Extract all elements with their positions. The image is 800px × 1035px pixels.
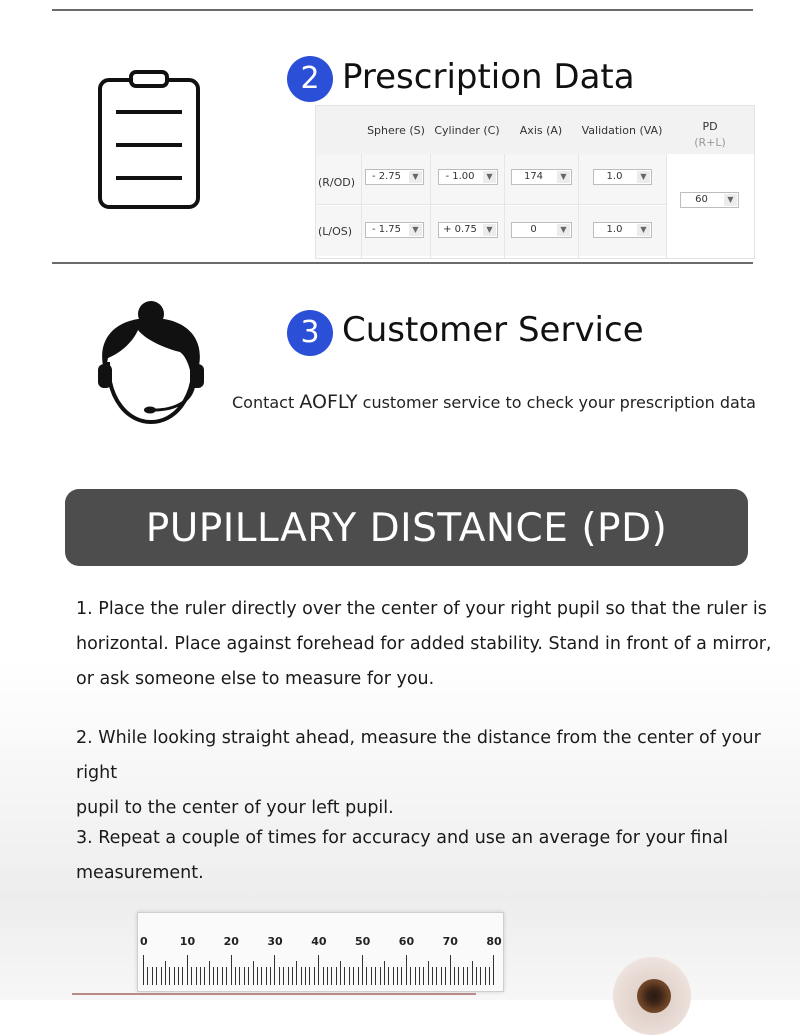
ruler-tick bbox=[331, 967, 332, 985]
pd-step-1-line-2: horizontal. Place against forehead for added stability. Stand in front of a mirror, bbox=[76, 634, 772, 654]
validation-value: 1.0 bbox=[606, 171, 623, 182]
chevron-down-icon: ▼ bbox=[409, 171, 422, 183]
cylinder-value: + 0.75 bbox=[443, 224, 477, 235]
ruler-tick bbox=[344, 967, 345, 985]
ruler-tick bbox=[270, 967, 271, 985]
ruler-tick bbox=[454, 967, 455, 985]
sphere-value: - 1.75 bbox=[371, 224, 402, 235]
pd-step-2 bbox=[76, 721, 776, 826]
header-axis: Axis (A) bbox=[519, 124, 563, 137]
ruler-tick bbox=[371, 967, 372, 985]
pd-step-1 bbox=[76, 592, 776, 697]
validation-select-right[interactable] bbox=[593, 169, 652, 185]
eye-photo bbox=[613, 957, 691, 1035]
ruler-tick bbox=[489, 967, 490, 985]
ruler-tick bbox=[309, 967, 310, 985]
step-3-badge: 3 bbox=[287, 310, 333, 356]
ruler-tick bbox=[423, 967, 424, 985]
header-pd: PD bbox=[702, 120, 718, 133]
ruler-tick bbox=[388, 967, 389, 985]
ruler-tick bbox=[152, 967, 153, 985]
ruler-tick bbox=[401, 967, 402, 985]
ruler-tick bbox=[226, 967, 227, 985]
ruler-label: 60 bbox=[398, 935, 415, 948]
ruler-tick bbox=[353, 967, 354, 985]
ruler-tick bbox=[340, 961, 341, 985]
pd-step-3 bbox=[76, 821, 776, 891]
ruler-label: 0 bbox=[140, 935, 148, 948]
ruler-label: 50 bbox=[355, 935, 371, 948]
ruler-tick bbox=[257, 967, 258, 985]
pd-section-banner: PUPILLARY DISTANCE (PD) bbox=[65, 489, 748, 566]
ruler-tick bbox=[393, 967, 394, 985]
axis-value: 0 bbox=[530, 224, 537, 235]
chevron-down-icon: ▼ bbox=[483, 224, 496, 236]
step-2-badge: 2 bbox=[287, 56, 333, 102]
ruler-tick bbox=[380, 967, 381, 985]
ruler-tick bbox=[358, 967, 359, 985]
ruler-tick bbox=[485, 967, 486, 985]
ruler-tick bbox=[480, 967, 481, 985]
ruler-tick bbox=[458, 967, 459, 985]
sphere-select-left[interactable] bbox=[365, 222, 424, 238]
ruler-tick bbox=[349, 967, 350, 985]
chevron-down-icon: ▼ bbox=[557, 224, 570, 236]
header-pd-sub: (R+L) bbox=[694, 136, 726, 149]
ruler-red-guide bbox=[72, 993, 476, 995]
ruler-tick bbox=[191, 967, 192, 985]
ruler-tick bbox=[463, 967, 464, 985]
ruler-tick bbox=[428, 961, 429, 985]
clipboard-icon bbox=[98, 70, 200, 210]
ruler-tick bbox=[476, 967, 477, 985]
col-divider bbox=[504, 154, 505, 258]
ruler-tick bbox=[493, 955, 494, 985]
ruler-tick bbox=[261, 967, 262, 985]
ruler-label: 30 bbox=[267, 935, 283, 948]
ruler-tick bbox=[196, 967, 197, 985]
customer-service-title: Customer Service bbox=[342, 310, 644, 350]
chevron-down-icon: ▼ bbox=[637, 224, 650, 236]
ruler-tick bbox=[248, 967, 249, 985]
ruler-tick bbox=[362, 955, 363, 985]
header-validation: Validation (VA) bbox=[581, 124, 663, 137]
ruler-tick bbox=[213, 967, 214, 985]
ruler-tick bbox=[156, 967, 157, 985]
ruler-tick bbox=[235, 967, 236, 985]
ruler-tick bbox=[231, 955, 232, 985]
customer-service-agent-icon bbox=[94, 300, 208, 426]
axis-value: 174 bbox=[523, 171, 544, 182]
pd-step-3-line-1: 3. Repeat a couple of times for accuracy and use an average for your final bbox=[76, 828, 729, 848]
chevron-down-icon: ▼ bbox=[557, 171, 570, 183]
customer-service-text bbox=[232, 391, 756, 413]
ruler-tick bbox=[279, 967, 280, 985]
ruler-tick bbox=[222, 967, 223, 985]
axis-select-left[interactable] bbox=[511, 222, 572, 238]
col-divider bbox=[361, 154, 362, 258]
cs-text-before: Contact bbox=[232, 393, 300, 412]
ruler-tick bbox=[336, 967, 337, 985]
ruler-tick bbox=[200, 967, 201, 985]
ruler-tick bbox=[436, 967, 437, 985]
ruler-tick bbox=[253, 961, 254, 985]
ruler-tick bbox=[204, 967, 205, 985]
pd-step-1-line-1: 1. Place the ruler directly over the center of your right pupil so that the ruler is bbox=[76, 599, 767, 619]
ruler-tick bbox=[283, 967, 284, 985]
validation-value: 1.0 bbox=[606, 224, 623, 235]
chevron-down-icon: ▼ bbox=[483, 171, 496, 183]
ruler-tick bbox=[174, 967, 175, 985]
chevron-down-icon: ▼ bbox=[724, 194, 737, 206]
ruler-tick bbox=[239, 967, 240, 985]
top-divider bbox=[52, 9, 753, 11]
ruler-label: 40 bbox=[311, 935, 327, 948]
ruler-tick bbox=[178, 967, 179, 985]
ruler-tick bbox=[288, 967, 289, 985]
ruler-tick bbox=[301, 967, 302, 985]
ruler-tick bbox=[441, 967, 442, 985]
ruler-tick bbox=[147, 967, 148, 985]
pd-step-1-line-3: or ask someone else to measure for you. bbox=[76, 669, 435, 689]
col-divider bbox=[578, 154, 579, 258]
col-divider bbox=[666, 154, 667, 258]
chevron-down-icon: ▼ bbox=[637, 171, 650, 183]
ruler-tick bbox=[445, 967, 446, 985]
ruler-tick bbox=[165, 961, 166, 985]
row-label-right-eye: (R/OD) bbox=[318, 176, 356, 189]
ruler-label: 10 bbox=[179, 935, 196, 948]
sphere-value: - 2.75 bbox=[371, 171, 402, 182]
ruler-tick bbox=[274, 955, 275, 985]
header-cylinder: Cylinder (C) bbox=[434, 124, 500, 137]
ruler-tick bbox=[323, 967, 324, 985]
cylinder-select-right[interactable] bbox=[438, 169, 498, 185]
prescription-title: Prescription Data bbox=[342, 57, 635, 97]
row-label-left-eye: (L/OS) bbox=[318, 225, 353, 238]
ruler-tick bbox=[467, 967, 468, 985]
pd-step-2-line-1: 2. While looking straight ahead, measure the distance from the center of your right bbox=[76, 728, 761, 783]
cylinder-value: - 1.00 bbox=[445, 171, 475, 182]
ruler-tick bbox=[187, 955, 188, 985]
ruler-tick bbox=[143, 955, 144, 985]
sphere-select-right[interactable] bbox=[365, 169, 424, 185]
ruler-tick bbox=[410, 967, 411, 985]
ruler-tick bbox=[314, 967, 315, 985]
ruler-tick bbox=[318, 955, 319, 985]
chevron-down-icon: ▼ bbox=[409, 224, 422, 236]
validation-select-left[interactable] bbox=[593, 222, 652, 238]
ruler-tick bbox=[472, 961, 473, 985]
pd-step-2-line-2: pupil to the center of your left pupil. bbox=[76, 798, 394, 818]
header-sphere: Sphere (S) bbox=[367, 124, 425, 137]
ruler-label: 20 bbox=[223, 935, 239, 948]
ruler-tick bbox=[384, 961, 385, 985]
ruler-tick bbox=[397, 967, 398, 985]
ruler-label: 70 bbox=[442, 935, 458, 948]
col-divider bbox=[430, 154, 431, 258]
ruler-tick bbox=[209, 961, 210, 985]
cs-text-after: customer service to check your prescription data bbox=[357, 393, 756, 412]
row-divider bbox=[316, 204, 666, 205]
ruler-label: 80 bbox=[486, 935, 502, 948]
middle-divider bbox=[52, 262, 753, 264]
ruler-tick bbox=[327, 967, 328, 985]
ruler-tick bbox=[169, 967, 170, 985]
ruler-tick bbox=[432, 967, 433, 985]
ruler-tick bbox=[217, 967, 218, 985]
pd-step-3-line-2: measurement. bbox=[76, 863, 204, 883]
ruler-tick bbox=[244, 967, 245, 985]
pd-select[interactable] bbox=[680, 192, 739, 208]
ruler-tick bbox=[296, 961, 297, 985]
ruler-tick bbox=[419, 967, 420, 985]
brand-name: AOFLY bbox=[299, 391, 358, 413]
ruler-tick bbox=[375, 967, 376, 985]
ruler-tick bbox=[266, 967, 267, 985]
prescription-table bbox=[315, 105, 755, 259]
ruler-tick bbox=[292, 967, 293, 985]
eye-iris bbox=[637, 979, 671, 1013]
axis-select-right[interactable] bbox=[511, 169, 572, 185]
ruler-tick bbox=[305, 967, 306, 985]
ruler-tick bbox=[450, 955, 451, 985]
ruler-tick bbox=[182, 967, 183, 985]
ruler-tick bbox=[161, 967, 162, 985]
ruler-tick bbox=[406, 955, 407, 985]
pd-ruler bbox=[137, 912, 504, 992]
pd-value: 60 bbox=[695, 194, 708, 205]
ruler-tick bbox=[366, 967, 367, 985]
ruler-tick bbox=[415, 967, 416, 985]
cylinder-select-left[interactable] bbox=[438, 222, 498, 238]
